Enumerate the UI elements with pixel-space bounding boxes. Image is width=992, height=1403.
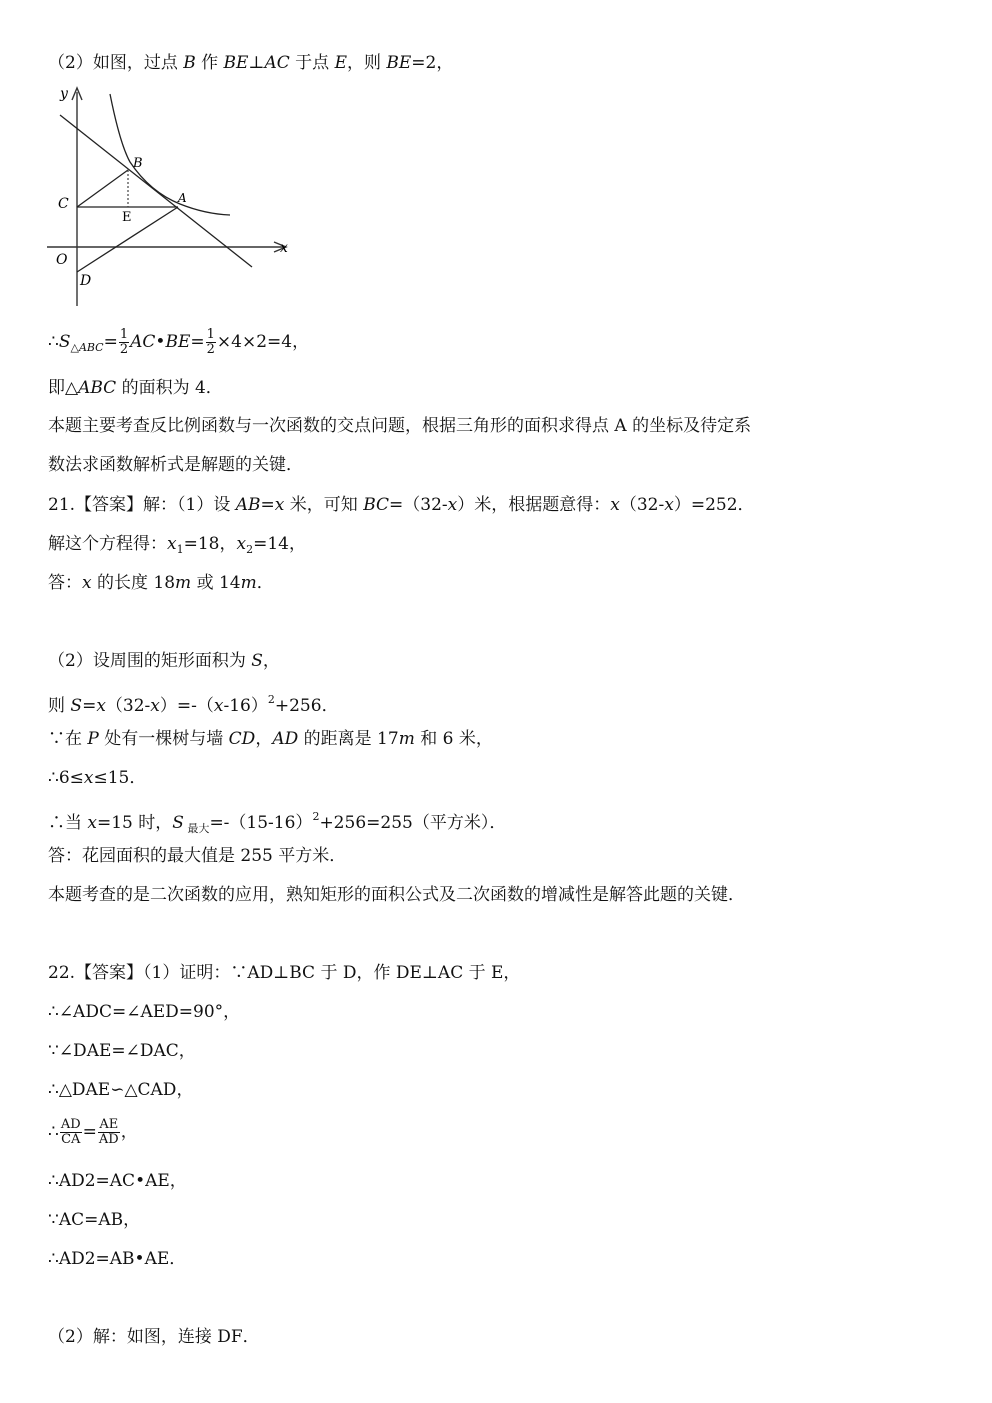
label-a: A <box>178 191 187 205</box>
fraction-one-half-2: $\frac{1}{2}$ <box>206 327 215 357</box>
label-e: E <box>122 210 132 225</box>
q22-line3: ∵∠DAE=∠DAC， <box>48 1041 196 1061</box>
label-b: B <box>133 156 143 171</box>
fraction-one-half: $\frac{1}{2}$ <box>119 327 129 357</box>
q21-line2: 解这个方程得：$x_1=18$，$x_2=14$， <box>48 534 306 556</box>
q21-part2-line3: ∵在 P 处有一棵树与墙 CD，AD 的距离是 17m 和 6 米， <box>48 729 493 749</box>
q22-line4: ∴△DAE∽△CAD， <box>48 1080 194 1100</box>
q21-line1: 21.【答案】解：（1）设 AB=x 米，可知 BC=（32-x）米，根据题意得：x（32-x）=252． <box>48 495 755 515</box>
q21-part2-line4: ∴6≤x≤15． <box>48 768 147 788</box>
q22-line8: ∴AD2=AB•AE． <box>48 1249 187 1269</box>
q22-line7: ∵AC=AB， <box>48 1210 141 1230</box>
coordinate-figure <box>40 82 300 312</box>
label-o: O <box>56 252 68 268</box>
q22-line2: ∴∠ADC=∠AED=90°， <box>48 1002 241 1022</box>
q22-line5-ratio: ∴ $\frac{AD}{CA}$ = $\frac{AE}{AD}$ ， <box>48 1117 138 1147</box>
segment-cb <box>77 170 128 207</box>
q21-part2-line1: （2）设周围的矩形面积为 S， <box>48 651 280 671</box>
q21-part2-line2: 则 $S=x(32-x)=-(x-16)^2+256$． <box>48 693 339 716</box>
q22-line6: ∴AD2=AC•AE， <box>48 1171 187 1191</box>
q21-line3: 答：x 的长度 18m 或 14m． <box>48 573 274 593</box>
label-y: y <box>60 86 68 102</box>
q21-part2-line5: ∴当 x=15 时，S $_{最大}=-(15-16)^2+256=255$（平方米）． <box>48 810 507 835</box>
fraction-ad-over-ca: $\frac{AD}{CA}$ <box>60 1117 81 1147</box>
q20-part2-intro: （2）如图，过点 B 作 BE⊥AC 于点 E，则 BE=2， <box>48 53 454 73</box>
area-formula: $\therefore S_{\triangle ABC}=$ $\frac{1}{2}$ AC•BE= $\frac{1}{2}$ ×4×2=4， <box>48 327 310 357</box>
q21-summary: 本题考查的是二次函数的应用，熟知矩形的面积公式及二次函数的增减性是解答此题的关键． <box>48 885 745 905</box>
label-d: D <box>80 273 92 289</box>
q22-line1: 22.【答案】（1）证明：∵AD⊥BC 于 D，作 DE⊥AC 于 E， <box>48 963 521 983</box>
fraction-ae-over-ad: $\frac{AE}{AD}$ <box>98 1117 119 1147</box>
summary-q20-line2: 数法求函数解析式是解题的关键． <box>48 455 303 475</box>
summary-q20-line1: 本题主要考查反比例函数与一次函数的交点问题，根据三角形的面积求得点 A 的坐标及待定系 <box>48 416 752 436</box>
label-x: x <box>280 240 288 256</box>
area-conclusion: 即△ABC 的面积为 4． <box>48 378 223 398</box>
hyperbola-curve <box>110 94 230 215</box>
q22-line9: （2）解：如图，连接 DF． <box>48 1327 260 1347</box>
q21-part2-answer: 答：花园面积的最大值是 255 平方米． <box>48 846 347 866</box>
label-c: C <box>58 196 69 212</box>
